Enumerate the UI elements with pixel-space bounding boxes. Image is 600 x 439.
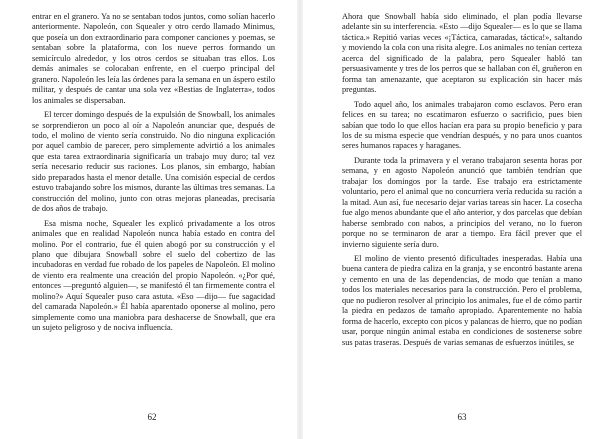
right-page (304, 0, 600, 439)
paragraph: El molino de viento presentó dificultades inesperadas. Había una buena cantera de piedra caliza en la granja, y se encontró bastante arena y cemento en una de las dependencias, de modo que tenían a mano todos los materiales necesarios para la construcción. Pero el problema, que no pudieron resolver al principio los animales, fue el de cómo partir la piedra en pedazos de tamaño apropiado. Aparentemente no había forma de hacerlo, excepto con picos y palancas de hierro, que no podían usar, porque ningún animal estaba en condiciones de sostenerse sobre sus patas traseras. Después de varias semanas de esfuerzos inútiles, se (342, 253, 582, 347)
paragraph: entrar en el granero. Ya no se sentaban todos juntos, como solían hacerlo anteriormente. Napoleón, con Squealer y otro cerdo llamado Minimus, que poseía un don extraordinario para componer canciones y poemas, se sentaban sobre la plataforma, con los nueve perros formando un semicírculo alrededor, y los otros cerdos se situaban tras ellos. Los demás animales se colocaban enfrente, en el cuerpo principal del granero. Napoleón les leía las órdenes para la semana en un áspero estilo militar, y después de cantar una sola vez «Bestias de Inglaterra», todos los animales se dispersaban. (32, 12, 275, 105)
paragraph: Esa misma noche, Squealer les explicó privadamente a los otros animales que en realidad Napoleón nunca había estado en contra del molino. Por el contrario, fue él quien abogó por su construcción y el plano que dibujara Snowball sobre el suelo del cobertizo de las incubadoras en verdad fue robado de los papeles de Napoleón. El molino de viento era realmente una creación del propio Napoleón. «¿Por qué, entonces —preguntó alguien—, se manifestó él tan firmemente contra el molino?» Aquí Squealer puso cara astuta. «Eso —dijo— fue sagacidad del camarada Napoleón.» Él había aparentado oponerse al molino, pero simplemente como una maniobra para deshacerse de Snowball, que era un sujeto peligroso y de nociva influencia. (32, 218, 275, 333)
paragraph: Ahora que Snowball había sido eliminado, el plan podía llevarse adelante sin su interferencia. «Esto —dijo Squealer— es lo que se llama táctica.» Repitió varias veces «¡Táctica, camaradas, táctica!», saltando y moviendo la cola con una risita alegre. Los animales no tenían certeza acerca del significado de la palabra, pero Squealer habló tan persuasivamente y tres de los perros que se hallaban con él, gruñeron en forma tan amenazante, que aceptaron su explicación sin hacer más preguntas. (342, 12, 582, 95)
page-number: 62 (147, 412, 157, 422)
left-page-text (32, 12, 275, 334)
paragraph: Durante toda la primavera y el verano trabajaron sesenta horas por semana, y en agosto Napoleón anunció que también tendrían que trabajar los domingos por la tarde. Ese trabajo era estrictamente voluntario, pero el animal que no concurriera vería reducida su ración a la mitad. Aun así, fue necesario dejar varias tareas sin hacer. La cosecha fue algo menos abundante que el año anterior, y dos parcelas que debían haberse sembrado con nabos, a principios del verano, no lo fueron porque no se terminaron de arar a tiempo. Era fácil prever que el invierno siguiente sería duro. (342, 155, 582, 249)
paragraph: Todo aquel año, los animales trabajaron como esclavos. Pero eran felices en su tarea; no escatimaron esfuerzo o sacrificio, pues bien sabían que todo lo que ellos hacían era para su propio beneficio y para los de su misma especie que vendrían después, y no para unos cuantos seres humanos rapaces y haraganes. (342, 99, 582, 151)
right-page-text (342, 12, 582, 348)
paragraph: El tercer domingo después de la expulsión de Snowball, los animales se sorprendieron un poco al oír a Napoleón anunciar que, después de todo, el molino de viento sería construido. No dio ninguna explicación por aquel cambio de parecer, pero simplemente advirtió a los animales que esta tarea extraordinaria significaría un trabajo muy duro; tal vez sería necesario reducir sus raciones. Los planos, sin embargo, habían sido preparados hasta el menor detalle. Una comisión especial de cerdos estuvo trabajando sobre los mismos, durante las últimas tres semanas. La construcción del molino, junto con otras mejoras planeadas, precisaría de dos años de trabajo. (32, 110, 275, 214)
left-page (0, 0, 296, 439)
book-gutter (297, 0, 303, 439)
page-number: 63 (457, 412, 467, 422)
